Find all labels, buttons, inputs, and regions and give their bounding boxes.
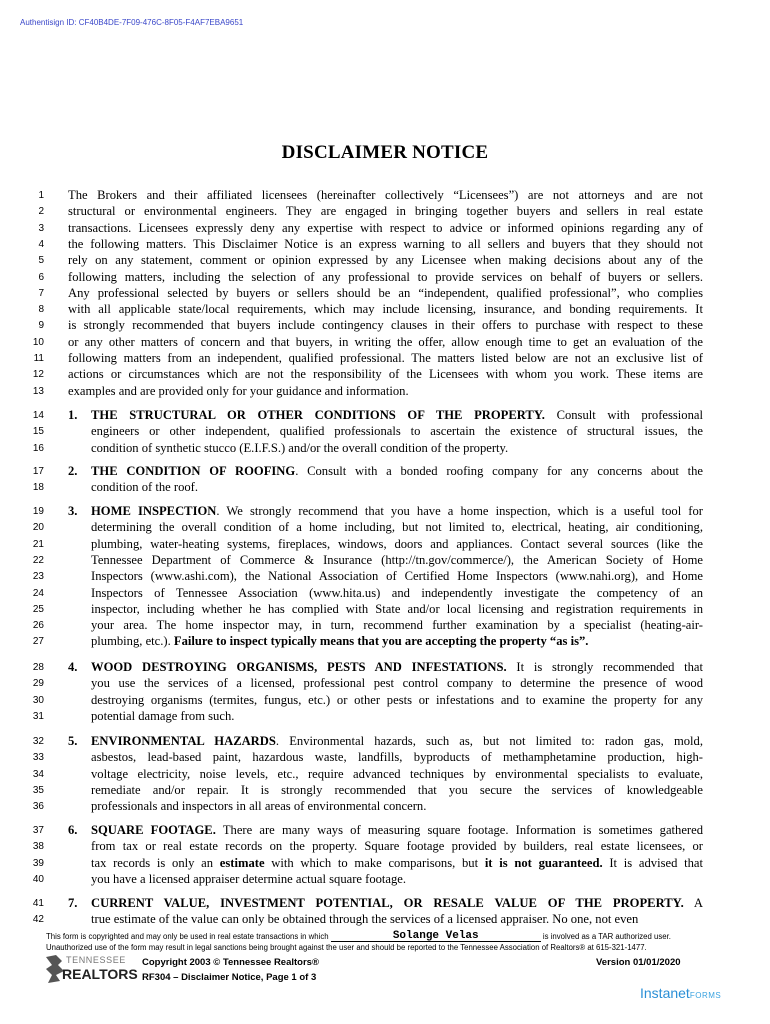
instanet-text: Instanet: [640, 985, 690, 1001]
item-heading: THE STRUCTURAL OR OTHER CONDITIONS OF THE PROPERTY.: [91, 408, 545, 422]
item-number: 5.: [68, 734, 78, 748]
copyright-line: Copyright 2003 © Tennessee Realtors®: [142, 957, 319, 968]
item-number: 4.: [68, 660, 78, 674]
item-first-line: [91, 822, 703, 838]
item-line: inspector, including whether he has complied with State and/or local licensing and registration requirements in: [91, 601, 703, 616]
line-number: 12: [32, 369, 44, 381]
intro-line: transactions. Licensees expressly deny any expertise with respect to advice or informed opinions regarding any of: [68, 220, 703, 235]
line-number: 3: [38, 222, 44, 234]
line-number: 31: [32, 710, 44, 722]
item-line: Tennessee Department of Commerce & Insurance (http://tn.gov/commerce/), the American Society of Home: [91, 552, 703, 567]
line-number: 11: [33, 353, 44, 364]
line-number: 4: [38, 238, 44, 250]
item-line: Inspectors (www.ashi.com), the National Association of Certified Home Inspectors (www.nahi.org), and Home: [91, 569, 703, 584]
item-line-bold: Failure to inspect typically means that you are accepting the property “as is”.: [173, 634, 589, 649]
item-first-line: [91, 463, 703, 479]
item-line: [91, 633, 703, 649]
line-number: 37: [32, 825, 44, 836]
item-first-line: [91, 895, 703, 911]
line-number: 38: [32, 841, 44, 853]
line-number: 10: [32, 336, 44, 348]
item-number: 2.: [68, 464, 78, 478]
item-heading-rest: . Consult with a bonded roofing company for any concerns about the: [295, 464, 704, 478]
line-number: 14: [32, 410, 44, 421]
line-number: 29: [32, 678, 44, 690]
copyright-notice: [46, 931, 726, 953]
line-number: 35: [32, 784, 44, 796]
line-number: 18: [32, 482, 44, 494]
intro-line: The Brokers and their affiliated licensees (hereinafter collectively “Licensees”) are not attorneys and are not: [68, 188, 703, 202]
copyright-pre: This form is copyrighted and may only be used in real estate transactions in which: [46, 932, 329, 941]
line-number: 15: [32, 426, 44, 438]
line-number: 1: [38, 190, 44, 201]
item-heading-rest: . Environmental hazards, such as, but not limited to: radon gas, mold,: [275, 734, 703, 748]
intro-line: following matters from an independent, qualified professional. The matters listed below are not an exclusive list of: [68, 351, 703, 365]
line-number: 2: [38, 206, 44, 218]
intro-line: examples and are provided only for your guidance and information.: [68, 383, 409, 398]
intro-line: following matters, including the selection of any professional to provide services on behalf of buyers or sellers.: [68, 269, 703, 284]
item-line-bold: estimate: [219, 855, 265, 870]
line-number: 22: [32, 554, 44, 566]
item-heading: HOME INSPECTION: [91, 504, 217, 518]
item-number: 7.: [68, 896, 78, 910]
intro-line: with all applicable state/local requirements, which may include licensing, insurance, and bonding requirements. It: [68, 302, 703, 317]
item-line: remediate and/or repair. It is strongly recommended that you secure the services of knowledgeable: [91, 782, 703, 797]
form-id-line: RF304 – Disclaimer Notice, Page 1 of 3: [142, 972, 317, 983]
instanet-forms-text: FORMS: [689, 991, 722, 1000]
authorized-user-name: Solange Velas: [331, 931, 541, 942]
item-heading-rest: A: [683, 896, 703, 910]
item-heading: WOOD DESTROYING ORGANISMS, PESTS AND INFESTATIONS.: [91, 660, 507, 674]
item-line-text: with which to make comparisons, but: [264, 855, 485, 870]
item-heading-rest: It is strongly recommended that: [506, 660, 703, 674]
item-line: your area. The home inspector may, in turn, recommend further examination by a specialist (heating-air-: [91, 618, 703, 633]
line-number: 5: [38, 255, 44, 267]
line-number: 28: [32, 662, 44, 673]
authentisign-id: Authentisign ID: CF40B4DE-7F09-476C-8F05-F4AF7EBA9651: [20, 18, 244, 27]
intro-line: structural or environmental engineers. They are engaged in bringing together buyers and sellers in real estate: [68, 204, 703, 219]
line-number: 42: [32, 914, 44, 926]
intro-line: or any other matters of concern and that buyers, in writing the offer, allow enough time to get an evaluation of the: [68, 334, 703, 349]
item-number: 1.: [68, 408, 78, 422]
logo-bottom-text: REALTORS: [62, 966, 138, 982]
item-heading: ENVIRONMENTAL HAZARDS: [91, 734, 276, 748]
copyright-post: is involved as a TAR authorized user.: [542, 932, 671, 941]
line-number: 7: [38, 287, 44, 299]
item-line: you use the services of a licensed, professional pest control company to determine the presence of wood: [91, 676, 703, 691]
intro-line: Any professional selected by buyers or sellers should be an “independent, qualified professional”, who complies: [68, 285, 703, 300]
item-line: Inspectors of Tennessee Association (www.hita.us) and independently investigate the competency of an: [91, 585, 703, 600]
item-line: [91, 855, 703, 871]
logo-top-text: TENNESSEE: [66, 955, 126, 965]
line-number: 36: [32, 801, 44, 813]
line-number: 19: [32, 506, 44, 517]
intro-line: the following matters. This Disclaimer Notice is an express warning to all sellers and buyers that they should not: [68, 236, 703, 251]
line-number: 34: [32, 768, 44, 780]
page-title: DISCLAIMER NOTICE: [281, 142, 489, 163]
line-number: 23: [32, 571, 44, 583]
item-line: voltage electricity, noise levels, etc., require advanced techniques by environmental specialists to evaluate,: [91, 766, 703, 781]
item-line: potential damage from such.: [91, 708, 235, 723]
item-heading: THE CONDITION OF ROOFING: [91, 464, 296, 478]
item-first-line: [91, 659, 703, 675]
footer-copyright: [142, 955, 319, 985]
item-heading: SQUARE FOOTAGE.: [91, 823, 216, 837]
line-number: 25: [32, 603, 44, 615]
line-number: 39: [32, 857, 44, 869]
line-number: 27: [32, 636, 44, 648]
line-number: 24: [32, 587, 44, 599]
item-line: plumbing, water-heating systems, fireplaces, windows, doors and appliances. Contact several sources (like the: [91, 536, 703, 551]
item-heading: CURRENT VALUE, INVESTMENT POTENTIAL, OR RESALE VALUE OF THE PROPERTY.: [91, 896, 684, 910]
item-line: asbestos, lead-based paint, hazardous waste, landfills, byproducts of methamphetamine production, high-: [91, 750, 703, 765]
line-number: 33: [32, 752, 44, 764]
item-first-line: [91, 407, 703, 423]
item-first-line: [91, 733, 703, 749]
line-number: 9: [38, 320, 44, 332]
item-line: you have a licensed appraiser determine actual square footage.: [91, 871, 407, 886]
item-line: true estimate of the value can only be obtained through the services of a licensed appraiser. No one, not even: [91, 912, 639, 927]
item-line: condition of the roof.: [91, 480, 199, 495]
instanet-forms-logo: [640, 985, 721, 1001]
item-line: determining the overall condition of a home including, but not limited to, electrical, heating, air conditioning,: [91, 520, 703, 535]
line-number: 32: [32, 736, 44, 747]
item-line-text: tax records is only an: [91, 855, 220, 870]
line-number: 6: [38, 271, 44, 283]
line-number: 16: [32, 442, 44, 454]
item-number: 3.: [68, 504, 78, 518]
item-line: destroying organisms (termites, fungus, etc.) or other pests or infestations and to examine the property for any: [91, 692, 703, 707]
item-line: condition of synthetic stucco (E.I.F.S.) and/or the overall condition of the property.: [91, 440, 509, 455]
item-line: engineers or other independent, qualified professionals to ascertain the existence of structural issues, the: [91, 424, 703, 439]
item-first-line: [91, 503, 703, 519]
item-heading-rest: . We strongly recommend that you have a home inspection, which is a useful tool for: [216, 504, 703, 518]
item-line: professionals and inspectors in all areas of environmental concern.: [91, 799, 427, 814]
intro-line: rely on any statement, comment or opinion expressed by any Licensee when making decisions about any of the: [68, 253, 703, 268]
line-number: 40: [32, 873, 44, 885]
line-number: 21: [32, 538, 44, 550]
line-number: 41: [32, 898, 44, 909]
line-number: 26: [32, 620, 44, 632]
item-line: from tax or real estate records on the property. Square footage provided by builders, real estate licensees, or: [91, 839, 703, 854]
intro-line: is strongly recommended that buyers include contingency clauses in their offers to purchase with respect to these: [68, 318, 703, 333]
tennessee-realtors-logo: [44, 953, 136, 987]
item-number: 6.: [68, 823, 78, 837]
line-number: 30: [32, 694, 44, 706]
form-version: Version 01/01/2020: [596, 957, 681, 968]
item-line-text: plumbing, etc.).: [91, 634, 174, 649]
intro-line: actions or circumstances which are not the responsibility of the Licensees with whom you work. These items are: [68, 367, 703, 382]
line-number: 20: [32, 522, 44, 534]
line-number: 13: [32, 385, 44, 397]
item-heading-rest: There are many ways of measuring square footage. Information is sometimes gathered: [215, 823, 704, 837]
item-line-text: It is advised that: [602, 855, 703, 870]
unauthorized-notice: Unauthorized use of the form may result in legal sanctions being brought against the user and should be reported to the Tennessee Association of Realtors® at 615-321-1477.: [46, 943, 647, 952]
line-number: 8: [38, 304, 44, 316]
item-line-bold: it is not guaranteed.: [484, 855, 603, 870]
item-heading-rest: Consult with professional: [544, 408, 703, 422]
line-number: 17: [32, 466, 44, 477]
